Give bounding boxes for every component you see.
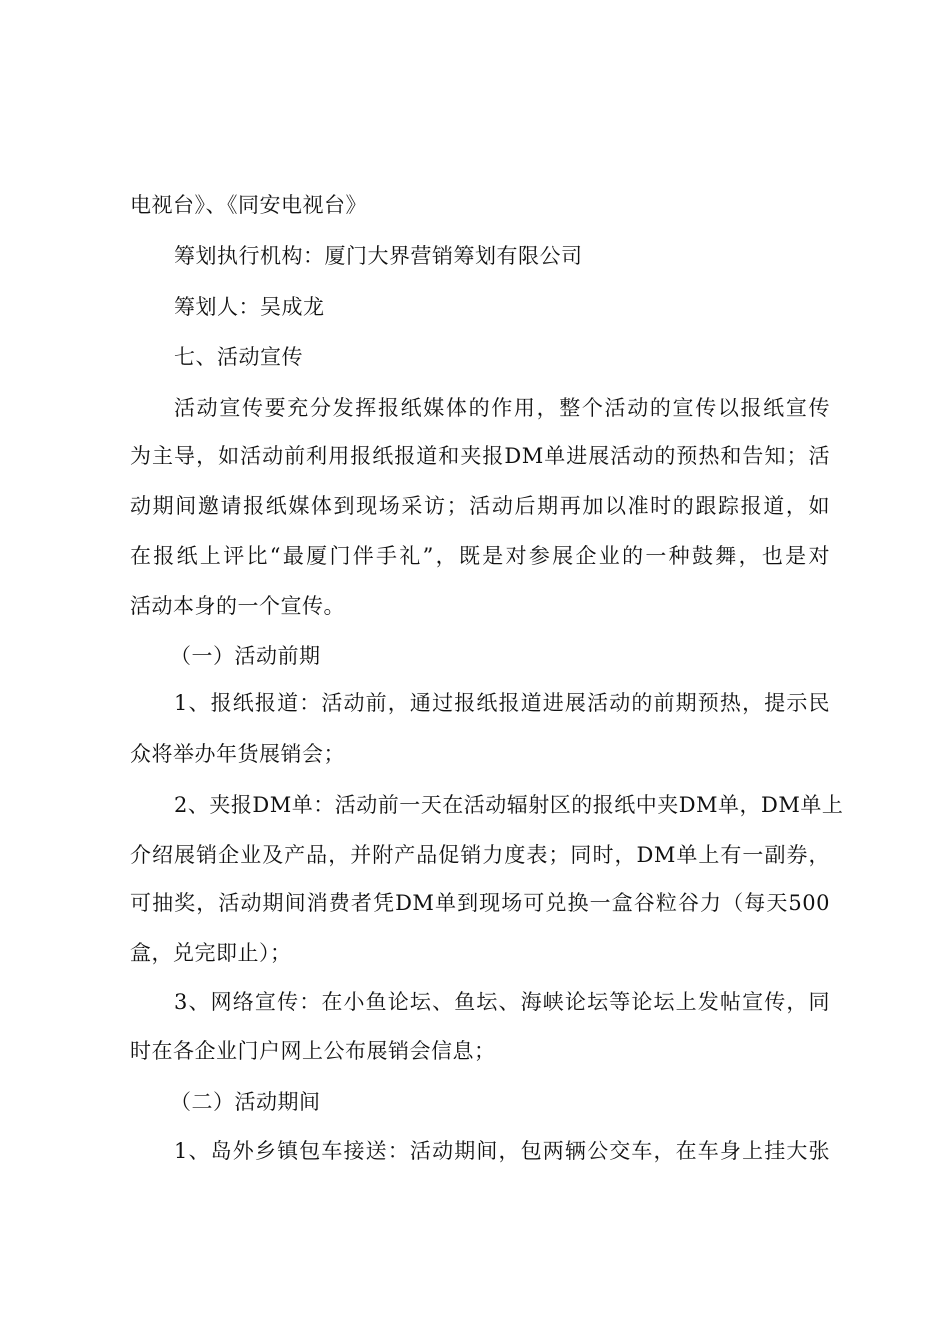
text-line: 介绍展销企业及产品，并附产品促销力度表；同时，DM单上有一副券， [130, 843, 830, 867]
text-line: 1、岛外乡镇包车接送：活动期间，包两辆公交车，在车身上挂大张 [174, 1139, 830, 1163]
text-line: 3、网络宣传：在小鱼论坛、鱼坛、海峡论坛等论坛上发帖宣传，同 [174, 990, 830, 1014]
text-line: 众将举办年货展销会； [130, 742, 345, 766]
text-line: 盒，兑完即止）； [130, 941, 292, 965]
text-line: 动期间邀请报纸媒体到现场采访；活动后期再加以准时的跟踪报道，如 [130, 494, 830, 518]
text-line: 可抽奖，活动期间消费者凭DM单到现场可兑换一盒谷粒谷力（每天500 [130, 891, 830, 915]
text-line: 时在各企业门户网上公布展销会信息； [130, 1039, 496, 1063]
text-line: 活动本身的一个宣传。 [130, 594, 345, 618]
text-line: 电视台》、《同安电视台》 [130, 193, 367, 217]
subsection-heading: （二）活动期间 [170, 1090, 321, 1114]
text-line: 1、报纸报道：活动前，通过报纸报道进展活动的前期预热，提示民 [174, 691, 830, 715]
text-line: 2、夹报DM单：活动前一天在活动辐射区的报纸中夹DM单，DM单上 [174, 793, 844, 817]
subsection-heading: （一）活动前期 [170, 644, 321, 668]
section-heading: 七、活动宣传 [174, 345, 303, 369]
text-line: 在报纸上评比“最厦门伴手礼”，既是对参展企业的一种鼓舞，也是对 [130, 544, 830, 568]
text-line: 为主导，如活动前利用报纸报道和夹报DM单进展活动的预热和告知；活 [130, 444, 830, 468]
text-line: 筹划执行机构：厦门大界营销筹划有限公司 [174, 244, 583, 268]
text-line: 筹划人：吴成龙 [174, 295, 325, 319]
text-line: 活动宣传要充分发挥报纸媒体的作用，整个活动的宣传以报纸宣传 [174, 396, 830, 420]
